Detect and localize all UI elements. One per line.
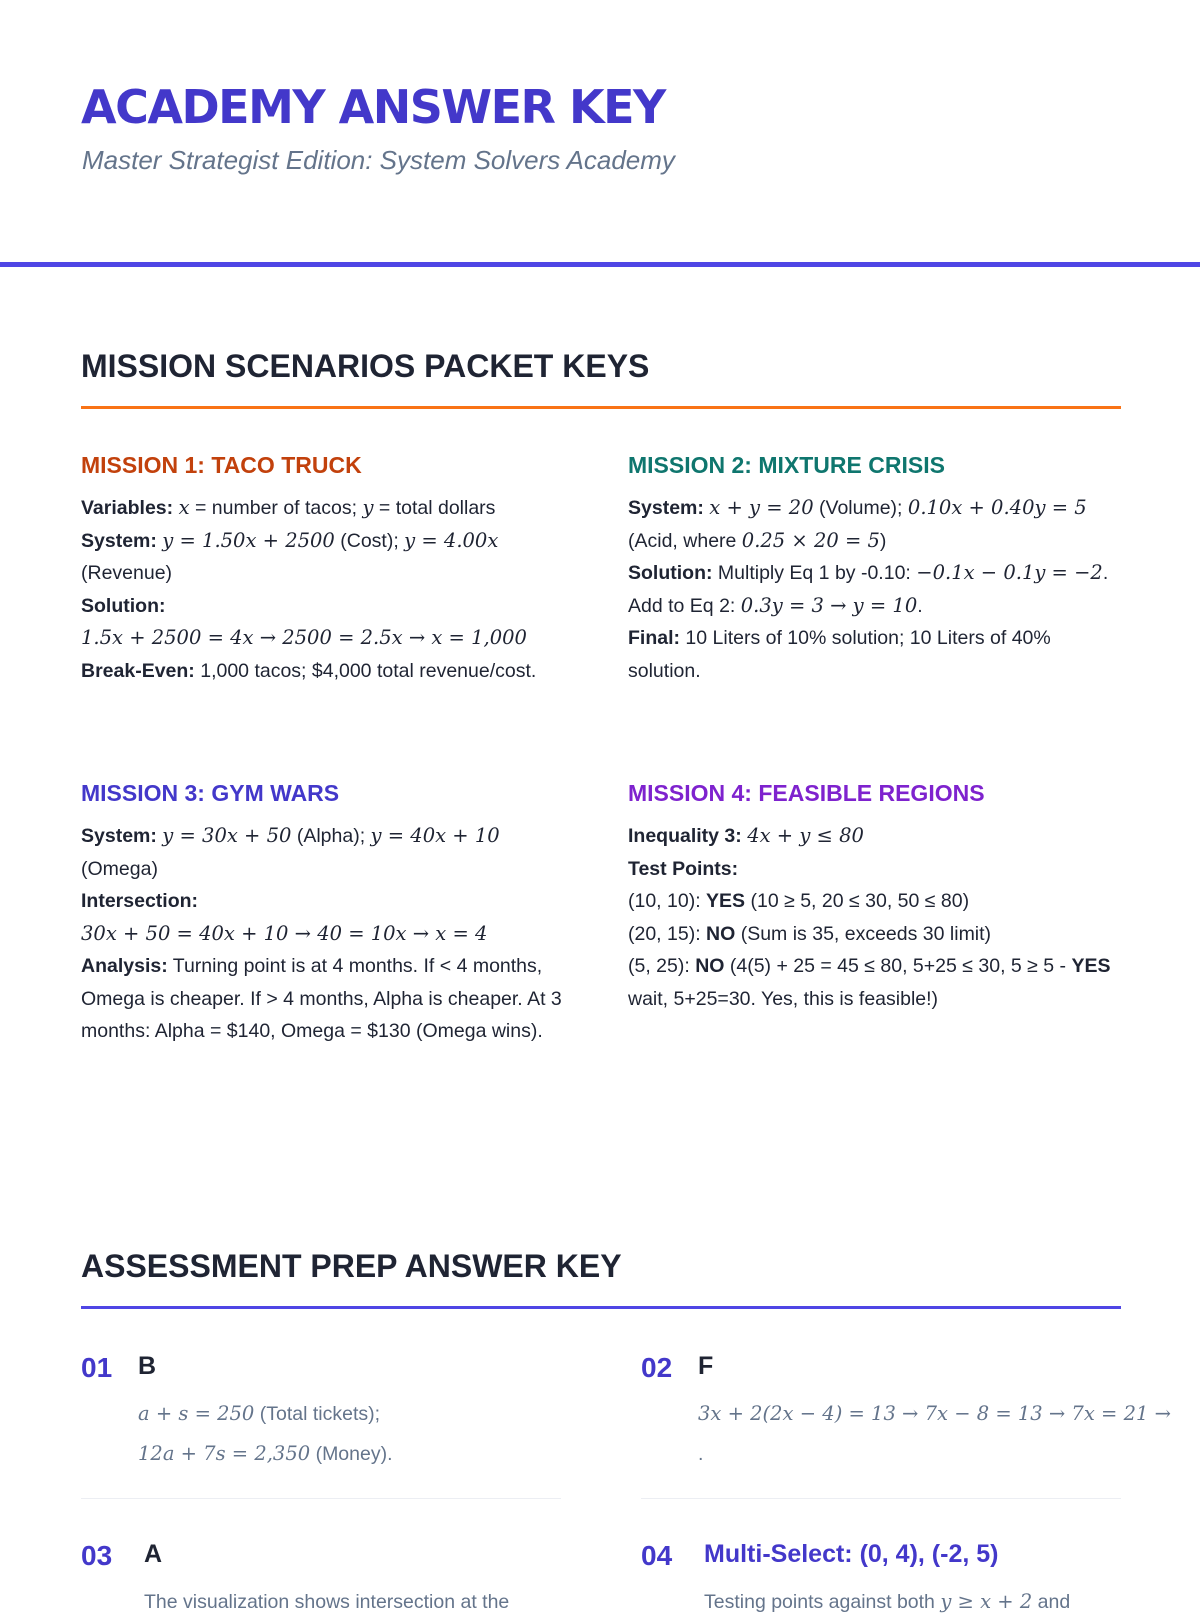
answer-number: 03 (81, 1540, 113, 1571)
missions-section-title: MISSION SCENARIOS PACKET KEYS (81, 348, 650, 384)
answer-choice: F (698, 1352, 714, 1380)
mission-3-system: System: y = 30x + 50 (Alpha); y = 40x + 10 (Omega) (81, 824, 500, 880)
mission-4-test-point-3: (5, 25): NO (4(5) + 25 = 45 ≤ 80, 5+25 ≤ 30, 5 ≥ 5 - YES wait, 5+25=30. Yes, this is feasible!) (628, 955, 1111, 1010)
mission-2-title: MISSION 2: MIXTURE CRISIS (628, 452, 945, 478)
mission-4-test-point-2: (20, 15): NO (Sum is 35, exceeds 30 limit) (628, 922, 992, 945)
mission-2-card (628, 450, 1118, 687)
answer-number: 04 (641, 1540, 673, 1571)
answer-explanation: Testing points against both y ≥ x + 2 and (704, 1590, 1071, 1613)
mission-3-intersection: Intersection: 30x + 50 = 40x + 10 → 40 = 10x → x = 4 (81, 890, 488, 945)
mission-4-inequality: Inequality 3: 4x + y ≤ 80 (628, 824, 864, 847)
answer-explanation: The visualization shows intersection at the (144, 1591, 510, 1613)
answer-explanation: 3x + 2(2x − 4) = 13 → 7x − 8 = 13 → 7x = 21 → . (698, 1402, 1171, 1465)
answer-number: 02 (641, 1352, 673, 1383)
mission-1-solution: Solution: 1.5x + 2500 = 4x → 2500 = 2.5x → x = 1,000 (81, 594, 527, 649)
mission-4-test-points-label: Test Points: (628, 857, 739, 880)
mission-2-system: System: x + y = 20 (Volume); 0.10x + 0.40y = 5 (Acid, where 0.25 × 20 = 5) (628, 496, 1087, 552)
assessment-section-rule (81, 1306, 1121, 1309)
missions-section-rule (81, 406, 1121, 409)
answer-number: 01 (81, 1352, 113, 1383)
mission-4-card (628, 778, 1118, 1015)
mission-3-analysis: Analysis: Turning point is at 4 months. If < 4 months, Omega is cheaper. If > 4 months, Alpha is cheaper. At 3 months: Alpha = $140, Omega = $130 (Omega wins). (81, 955, 562, 1042)
mission-1-variables: Variables: x = number of tacos; y = total dollars (81, 496, 496, 519)
answer-choice: Multi-Select: (0, 4), (-2, 5) (704, 1540, 999, 1568)
mission-1-system: System: y = 1.50x + 2500 (Cost); y = 4.00x (Revenue) (81, 528, 499, 584)
header-divider (0, 262, 1200, 267)
mission-1-card (81, 450, 571, 687)
mission-2-solution: Solution: Multiply Eq 1 by -0.10: −0.1x − 0.1y = −2. Add to Eq 2: 0.3y = 3 → y = 10. (628, 561, 1109, 617)
answer-divider (641, 1498, 1121, 1499)
mission-4-test-point-1: (10, 10): YES (10 ≥ 5, 20 ≤ 30, 50 ≤ 80) (628, 890, 970, 912)
answer-explanation: a + s = 250 (Total tickets); 12a + 7s = 2,350 (Money). (138, 1402, 393, 1465)
answer-divider (81, 1498, 561, 1499)
mission-3-title: MISSION 3: GYM WARS (81, 780, 340, 806)
page-title: ACADEMY ANSWER KEY (81, 80, 665, 134)
mission-1-title: MISSION 1: TACO TRUCK (81, 452, 362, 478)
answer-choice: B (138, 1352, 157, 1380)
mission-3-card (81, 778, 571, 1048)
mission-2-final: Final: 10 Liters of 10% solution; 10 Liters of 40% solution. (628, 627, 1051, 682)
mission-1-breakeven: Break-Even: 1,000 tacos; $4,000 total revenue/cost. (81, 659, 537, 682)
mission-4-title: MISSION 4: FEASIBLE REGIONS (628, 780, 985, 806)
answer-choice: A (144, 1540, 163, 1568)
page-header (0, 0, 1200, 268)
assessment-section-title: ASSESSMENT PREP ANSWER KEY (81, 1248, 622, 1284)
page-subtitle: Master Strategist Edition: System Solvers Academy (82, 145, 675, 175)
